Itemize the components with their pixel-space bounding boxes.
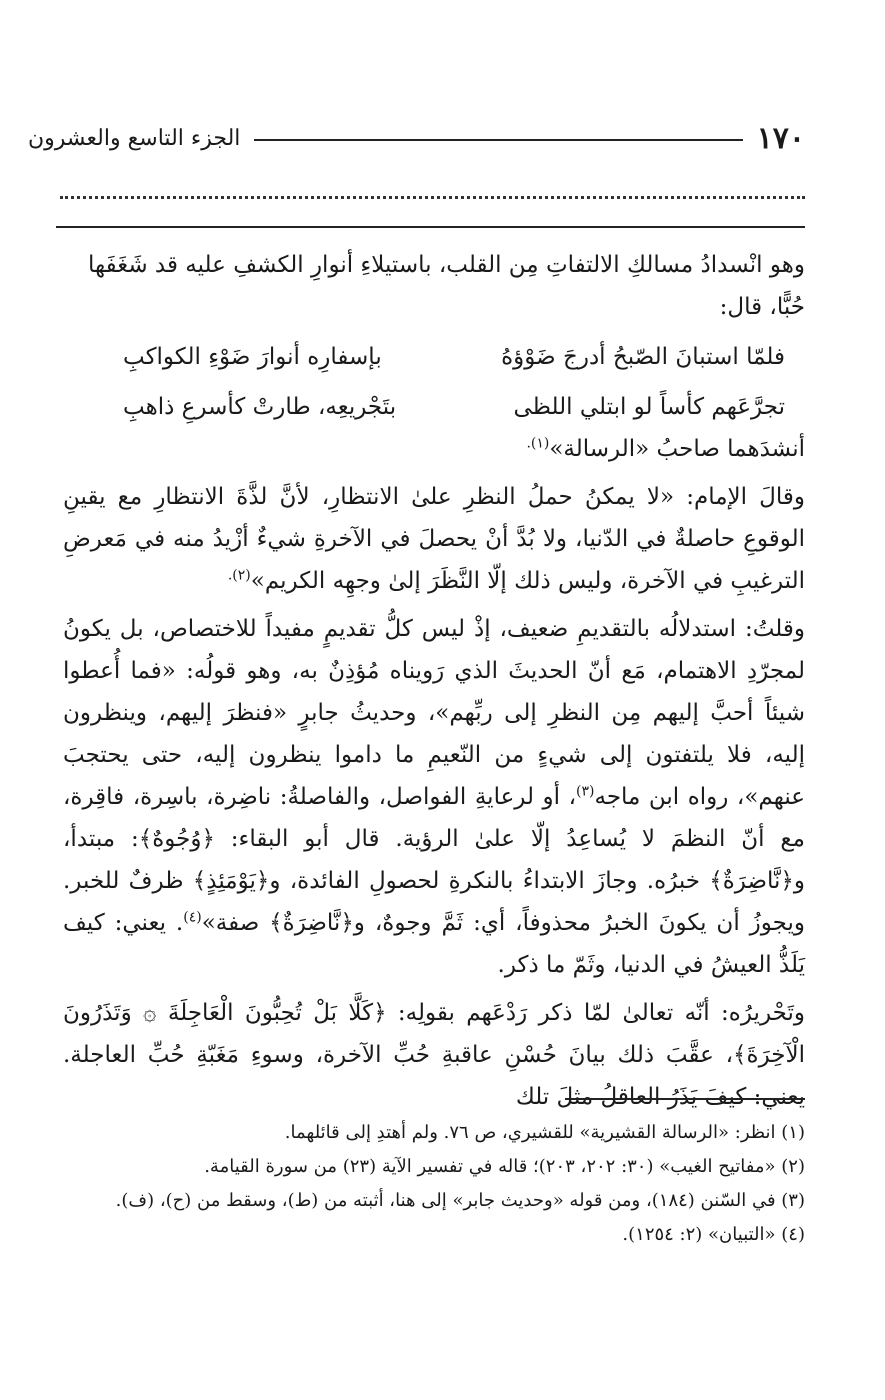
main-text <box>63 244 805 1124</box>
imam-text: وقالَ الإمام: «لا يمكنُ حملُ النظرِ علىٰ الانتظارِ، لأنَّ لذَّةَ الانتظارِ مع يقينِ الوقوعِ حاصلةٌ في الدّنيا، ولا بُدَّ أنْ يحصلَ في الآخرةِ شيءٌ أزْيدُ منه في مَعرضِ الترغيبِ في الآخرة، وليس ذلك إلّا النَّظَرَ إلىٰ وجهِه الكريم» <box>63 484 805 594</box>
footnote-2: (٢) «مفاتيح الغيب» (٣٠: ٢٠٢، ٢٠٣)؛ قاله في تفسير الآية (٢٣) من سورة القيامة. <box>204 1156 805 1177</box>
lead-paragraph: وهو انْسدادُ مسالكِ الالتفاتِ مِن القلب، باستيلاءِ أنوارِ الكشفِ عليه قد شَغَفَها حُبًّا، قال: <box>87 252 805 320</box>
verse-2-hemistich-a: تجرَّعَهم كأساً لو ابتلي اللظى <box>513 394 785 420</box>
page-number: ١٧٠ <box>756 120 805 156</box>
verse-1-hemistich-a: فلمّا استبانَ الصّبحُ أدرجَ ضَوْؤهُ <box>501 344 785 370</box>
imam-paragraph <box>63 476 805 602</box>
running-title: الجزء التاسع والعشرون <box>28 125 241 151</box>
footnote-ref-3: (٣) <box>576 783 595 800</box>
running-header <box>28 118 805 158</box>
qultu-text-1: وقلتُ: استدلالُه بالتقديمِ ضعيف، إذْ ليس كلُّ تقديمٍ مفيداً للاختصاص، بل يكونُ لمجرّدِ الاهتمام، مَع أنّ الحديثَ الذي رَويناه مُؤذِنٌ به، وهو قولُه: «فما أُعطوا شيئاً أحبَّ إليهم مِن النظرِ إلى ربِّهم»، وحديثُ جابرٍ «فنظرَ إليهم، وينظرون إليه، فلا يلتفتون إلى شيءٍ من النّعيمِ ما داموا ينظرون إليه، حتى يحتجبَ عنهم»، رواه ابن ماجه <box>63 616 805 810</box>
tahrir-paragraph: وتَحْريرُه: أنّه تعالىٰ لمّا ذكر رَدْعَهم بقولِه: ﴿كَلَّا بَلْ تُحِبُّونَ الْعَاجِلَةَ ۞ وَتَذَرُونَ الْآخِرَةَ﴾، عقَّبَ ذلك بيانَ حُسْنِ عاقبةِ حُبِّ الآخرة، وسوءِ مَغَبّةِ حُبِّ العاجلة. يعني: كيفَ يَذَرُ العاقلُ مثلَ تلك <box>63 1000 805 1110</box>
attribution-paragraph <box>63 428 805 470</box>
footnote-1: (١) انظر: «الرسالة القشيرية» للقشيري، ص ٧٦. ولم أهتدِ إلى قائلهما. <box>284 1122 805 1143</box>
verse-1-hemistich-b: بإسفارِه أنوارَ ضَوْءِ الكواكبِ <box>123 344 382 370</box>
footnote-4: (٤) «التبيان» (٢: ١٢٥٤). <box>622 1224 805 1245</box>
verse-line-1 <box>63 336 805 378</box>
header-rule <box>254 139 742 141</box>
footnote-ref-4: (٤) <box>183 909 202 926</box>
footnote-rule <box>565 1098 805 1100</box>
top-rule <box>56 226 805 228</box>
footnotes <box>63 1118 805 1254</box>
qultu-text-2: ، أو لرعايةِ الفواصل، والفاصلةُ: ناضِرة، باسِرة، فاقِرة، مع أنّ النظمَ لا يُساعِدُ إلّا علىٰ الرؤية. قال أبو البقاء: ﴿وُجُوهٌ﴾: مبتدأ، و﴿نَّاضِرَةٌ﴾ خبرُه. وجازَ الابتداءُ بالنكرةِ لحصولِ الفائدة، و﴿يَوْمَئِذٍ﴾ ظرفٌ للخبر. ويجوزُ أن يكونَ الخبرُ محذوفاً، أي: ثَمَّ وجوهٌ، و﴿نَّاضِرَةٌ﴾ صفة» <box>63 784 805 936</box>
dotted-separator <box>60 196 805 199</box>
qultu-text-3: . يعني: كيف يَلَذُّ العيشُ في الدنيا، وثَمّ ما ذكر. <box>63 910 805 978</box>
verse-line-2 <box>63 386 805 428</box>
qultu-paragraph <box>63 608 805 986</box>
footnote-3: (٣) في السّنن (١٨٤)، ومن قوله «وحديث جابر» إلى هنا، أثبته من (ط)، وسقط من (ح)، (ف). <box>115 1190 805 1211</box>
footnote-ref-2: (٢). <box>227 567 251 584</box>
attribution-text: أنشدَهما صاحبُ «الرسالة» <box>549 436 805 462</box>
footnote-ref-1: (١). <box>526 435 550 452</box>
verse-2-hemistich-b: بتَجْريعِه، طارتْ كأسرعِ ذاهبِ <box>123 394 397 420</box>
